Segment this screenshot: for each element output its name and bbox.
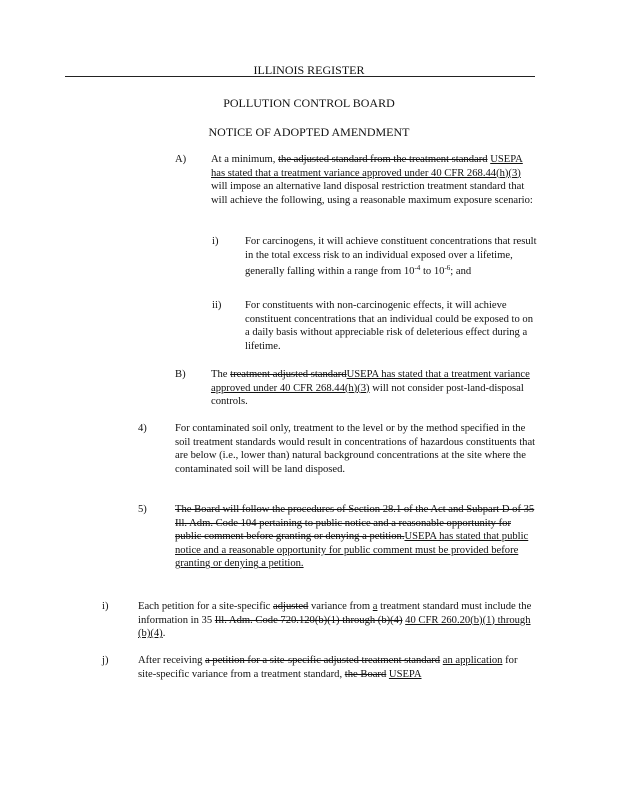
item-a-inserted: USEPA has stated that a treatment variance approved under 40 CFR 268.44(h)(3) [211,154,523,179]
item-i-text-2: to 10 [420,266,445,278]
item-a-text-2: will impose an alternative land disposal restriction treatment standard that will achieve the following, using a reasonable maximum exposure scenario: [211,181,533,206]
section-i-marker: i) [102,601,109,612]
item-i-text-1: For carcinogens, it will achieve constituent concentrations that result in the total excess risk to an individual exposed over a lifetime, generally falling within a range from 10 [245,236,537,278]
board-name: POLLUTION CONTROL BOARD [223,96,395,110]
section-i-inserted-2: 40 CFR 260.20(b)(1) through (b)(4) [138,614,531,640]
item-ii-text: For constituents with non-carcinogenic effects, it will achieve constituent concentrations that an individual could be exposed to on a daily basis without appreciable risk of deleterious effect during a lifetime. [245,300,534,352]
item-b-text-1: The [211,369,231,380]
section-j-inserted-1: an application [442,655,503,666]
item-5-text [175,503,537,571]
item-a-text [211,153,537,207]
register-title: ILLINOIS REGISTER [253,63,365,77]
item-a-marker: A) [175,154,187,165]
section-i-text [138,600,538,641]
section-i-text-3: treatment standard must include the information in 35 [138,601,532,626]
section-i-text-2: variance from [308,601,373,612]
item-i-text [245,235,538,279]
item-i-marker: i) [212,236,219,247]
item-5-marker: 5) [138,504,147,515]
item-b-marker: B) [175,369,186,380]
section-i-text-1: Each petition for a site-specific [138,601,274,612]
item-a-deleted: the adjusted standard from the treatment standard [278,154,488,165]
item-ii-marker: ii) [212,300,222,311]
section-j-deleted-2: the Board [344,668,387,680]
header-rule [65,76,535,77]
section-i-deleted-2: Ill. Adm. Code 720.120(b)(1) through (b)(4) [214,614,403,626]
item-a-text-1: At a minimum, [211,154,279,165]
item-b-text-2: will not consider post-land-disposal controls. [211,382,524,408]
item-b-inserted: USEPA has stated that a treatment variance approved under 40 CFR 268.44(h)(3) [211,369,530,394]
section-j-text-2: for site-specific variance from a treatment standard, [138,655,518,680]
section-j-marker: j) [102,655,109,666]
item-i-text-3: ; and [450,266,472,278]
item-b-text [211,368,537,409]
item-4-text: For contaminated soil only, treatment to the level or by the method specified in the soil treatment standards would result in concentrations of hazardous constituents that are below (i.e., lower than) natural background concentrations at the site where the contaminated soil will be land disposed. [175,423,536,475]
item-5-deleted: The Board will follow the procedures of Section 28.1 of the Act and Subpart D of 35 Ill. Adm. Code 104 pertaining to public notice and a reasonable opportunity for public comment before granting or denying a petition. [175,504,535,543]
item-i-exponent-2: -6 [444,264,451,273]
item-4-marker: 4) [138,423,147,434]
section-j-deleted-1: a petition for a site-specific adjusted treatment standard [205,655,441,666]
section-j-text [138,654,538,681]
notice-title: NOTICE OF ADOPTED AMENDMENT [208,125,410,139]
item-5-inserted: USEPA has stated that public notice and a reasonable opportunity for public comment must be provided before granting or denying a petition. [175,531,529,570]
section-j-inserted-2: USEPA [388,668,422,680]
section-i-inserted-1: a [372,601,378,612]
section-i-deleted-1: adjusted [273,601,309,612]
item-i-exponent-1: -4 [414,264,421,273]
section-j-text-1: After receiving [138,655,206,666]
section-i-text-4: . [162,628,166,640]
item-b-deleted: treatment adjusted standard [230,369,347,380]
